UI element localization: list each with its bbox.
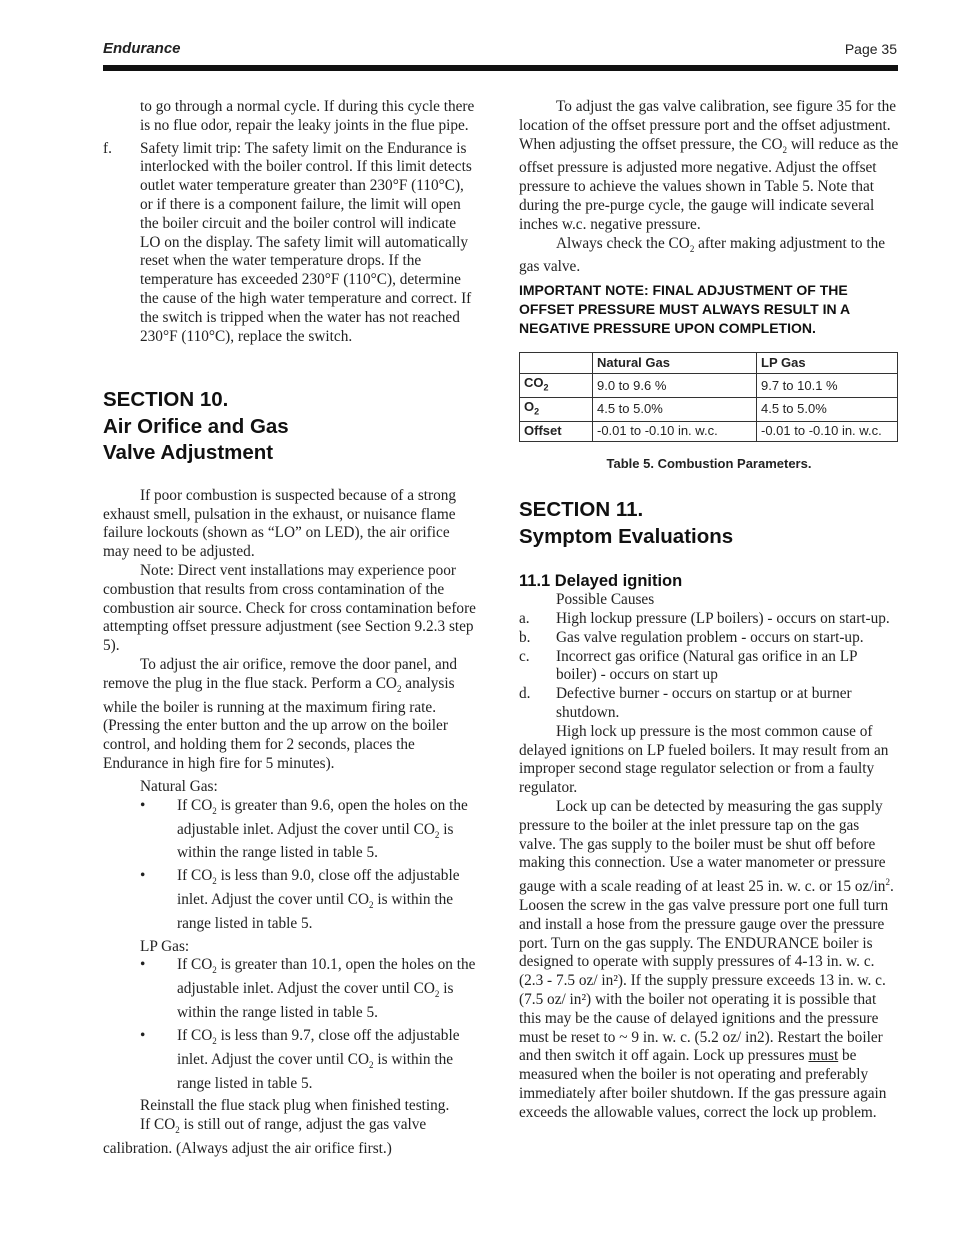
list-marker: d. bbox=[519, 685, 531, 703]
combustion-table bbox=[519, 352, 898, 442]
subsection-heading: 11.1 Delayed ignition bbox=[519, 572, 683, 591]
header-brand: Endurance bbox=[103, 40, 181, 57]
table-row: $CO_2$ 9.0 to 9.6 % 9.7 to 10.1 % bbox=[520, 374, 898, 398]
list-item bbox=[519, 648, 899, 686]
section-11-heading: SECTION 11. Symptom Evaluations bbox=[519, 498, 734, 548]
right-column bbox=[519, 98, 899, 1123]
list-marker: a. bbox=[519, 610, 530, 628]
continued-paragraph: to go through a normal cycle. If during this cycle there is no flue odor, repair the leaky joints in the flue pipe. bbox=[140, 98, 475, 134]
header-rule bbox=[103, 65, 898, 71]
table-caption: Table 5. Combustion Parameters. bbox=[606, 455, 812, 471]
paragraph: To adjust the air orifice, remove the door panel, and remove the plug in the flue stack. Perform a $CO_2$ analysis while the boiler is running at the maximum firing rate. (Pressing the enter button and the up arrow on the boiler control, and holding them for 2 seconds, places the Endurance in high fire for 5 minutes). bbox=[103, 656, 458, 773]
list-text: Defective burner - occurs on startup or at burner shutdown. bbox=[556, 685, 852, 722]
lp-gas-label: LP Gas: bbox=[140, 937, 190, 955]
page-number: Page 35 bbox=[844, 41, 897, 57]
list-text: Gas valve regulation problem - occurs on start-up. bbox=[556, 628, 864, 646]
bullet-item: • If $CO_2$ is less than 9.7, close off the adjustable inlet. Adjust the cover until $CO_2$ is within the range listed in table 5. bbox=[140, 1026, 460, 1092]
left-column bbox=[103, 98, 479, 1159]
list-text: Safety limit trip: The safety limit on the Endurance is interlocked with the boiler control. If this limit detects outlet water temperature greater than 230°F (110°C), or if there is a component failure, the limit will open the boiler circuit and the boiler control will indicate LO on the display. The safety limit will automatically reset when the water temperature drops. If the temperature has exceeded 230°F (110°C), determine the cause of the high water temperature and correct. If the switch is tripped when the water has not reached 230°F (110°C), replace the switch. bbox=[140, 139, 472, 345]
list-item bbox=[519, 610, 899, 629]
bullet-item: • If $CO_2$ is less than 9.0, close off the adjustable inlet. Adjust the cover until $CO_2$ is within the range listed in table 5. bbox=[140, 867, 460, 932]
list-item bbox=[519, 629, 899, 648]
paragraph: Always check the $CO_2$ after making adjustment to the gas valve. bbox=[519, 234, 886, 276]
list-marker: b. bbox=[519, 628, 531, 646]
paragraph: If poor combustion is suspected because of a strong exhaust smell, pulsation in the exhaust, or nuisance flame failure lockouts (shown as “LO” on LED), the air orifice may need to be adjusted. bbox=[103, 486, 457, 561]
list-item-f bbox=[103, 140, 479, 347]
paragraph: Lock up can be detected by measuring the gas supply pressure to the boiler at the inlet pressure tap on the gas valve. The gas supply to the boiler must be shut off before making this connection. Use a water manometer or pressure gauge with a scale reading of at least 25 in. w. c. or 15 $oz/in^2$. Loosen the screw in the gas valve pressure port one full turn and install a hose from the pressure gauge over the pressure port. Turn on the gas supply. The ENDURANCE boiler is designed to operate with supply pressures of 4-13 in. w. c. (2.3 - 7.5 oz/ in²). If the supply pressure exceeds 13 in. w. c. (7.5 oz/ in²) with the boiler not operating it is possible that this may be the cause of delayed ignitions and the pressure must be reset to ~ 9 in. w. c. (5.2 oz/ in2). Restart the boiler and then switch it off again. Lock up pressures must be measured when the boiler is not operating and preferably immediately after boiler shutdown. If the gas pressure again exceeds the allowable values, correct the lock up problem. bbox=[519, 798, 894, 1121]
causes-list bbox=[519, 610, 899, 723]
paragraph: If $CO_2$ is still out of range, adjust the gas valve calibration. (Always adjust the air orifice first.) bbox=[103, 1116, 427, 1158]
natural-gas-label: Natural Gas: bbox=[140, 777, 218, 795]
table-header-row: Natural Gas LP Gas bbox=[520, 352, 898, 374]
table-row: Offset -0.01 to -0.10 in. w.c. -0.01 to -0.10 in. w.c. bbox=[520, 421, 898, 441]
table-row: $O_2$ 4.5 to 5.0% 4.5 to 5.0% bbox=[520, 398, 898, 422]
paragraph: High lock up pressure is the most common cause of delayed ignitions on LP fueled boilers. It may result from an improper second stage regulator selection or from a faulty regulator. bbox=[519, 722, 889, 797]
paragraph: Reinstall the flue stack plug when finished testing. bbox=[140, 1097, 450, 1115]
paragraph: To adjust the gas valve calibration, see figure 35 for the location of the offset pressure port and the offset adjustment. When adjusting the offset pressure, the $CO_2$ will reduce as the offset pressure is adjusted more negative. Adjust the offset pressure to achieve the values shown in Table 5. Note that during the pre-purge cycle, the gauge will indicate several inches w.c. negative pressure. bbox=[519, 98, 899, 233]
list-text: High lockup pressure (LP boilers) - occurs on start-up. bbox=[556, 610, 890, 628]
list-marker: f. bbox=[103, 139, 112, 157]
important-note: IMPORTANT NOTE: FINAL ADJUSTMENT OF THE OFFSET PRESSURE MUST ALWAYS RESULT IN A NEGATIVE PRESSURE UPON COMPLETION. bbox=[519, 282, 850, 336]
list-item bbox=[519, 685, 899, 723]
paragraph: Note: Direct vent installations may experience poor combustion that results from cross contamination of the combustion air source. Check for cross contamination before attempting offset pressure adjustment (see Section 9.2.3 step 5). bbox=[103, 562, 476, 655]
bullet-item: • If $CO_2$ is greater than 10.1, open the holes on the adjustable inlet. Adjust the cover until $CO_2$ is within the range listed in table 5. bbox=[140, 956, 476, 1022]
list-text: Incorrect gas orifice (Natural gas orifice in an LP boiler) - occurs on start up bbox=[556, 647, 857, 684]
possible-causes-label: Possible Causes bbox=[556, 591, 655, 609]
section-10-heading: SECTION 10. Air Orifice and Gas Valve Adjustment bbox=[103, 388, 289, 465]
bullet-item: • If $CO_2$ is greater than 9.6, open the holes on the adjustable inlet. Adjust the cover until $CO_2$ is within the range listed in table 5. bbox=[140, 796, 468, 862]
list-marker: c. bbox=[519, 647, 530, 665]
